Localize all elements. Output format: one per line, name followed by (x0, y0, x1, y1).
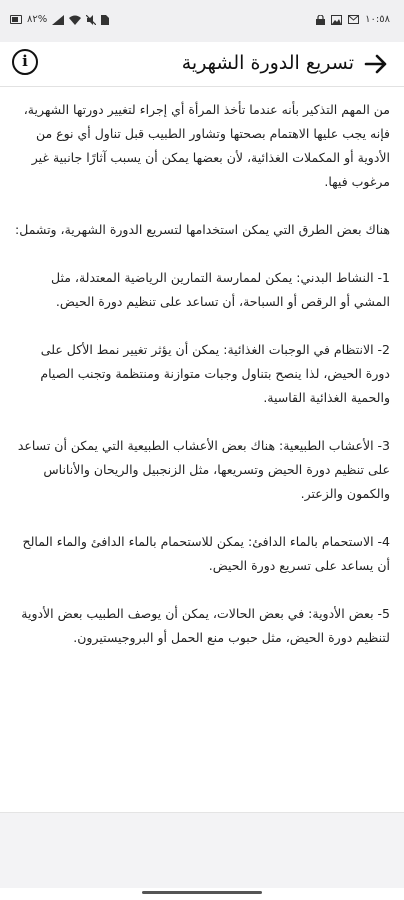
status-right (316, 14, 390, 25)
page-title: تسريع الدورة الشهرية (181, 52, 354, 74)
gallery-icon (331, 15, 342, 25)
article-body (0, 98, 404, 808)
arrow-right-icon[interactable] (362, 50, 390, 78)
bottom-banner-area (0, 812, 404, 889)
status-bar (0, 0, 404, 42)
status-left (10, 14, 109, 25)
signal-icon (52, 15, 64, 25)
info-icon: i (22, 52, 28, 70)
mute-icon (86, 15, 96, 25)
home-indicator[interactable] (142, 891, 262, 894)
wifi-icon (69, 15, 81, 25)
info-button[interactable] (12, 49, 38, 75)
sim-icon (101, 15, 109, 25)
battery-level: ٨٢% (27, 14, 48, 25)
methods-intro-paragraph: هناك بعض الطرق التي يمكن استخدامها لتسريع الدورة الشهرية، وتشمل: (15, 222, 390, 237)
method-physical-activity: 1- النشاط البدني: يمكن لممارسة التمارين الرياضية المعتدلة، مثل المشي أو الرقص أو السباحة، أن تساعد على تنظيم دورة الحيض. (51, 270, 390, 309)
mail-icon (348, 15, 359, 24)
method-medications: 5- بعض الأدوية: في بعض الحالات، يمكن أن يوصف الطبيب بعض الأدوية لتنظيم دورة الحيض، مثل حبوب منع الحمل أو البروجيستيرون. (21, 606, 390, 645)
battery-icon (10, 15, 22, 24)
intro-paragraph: من المهم التذكير بأنه عندما تأخذ المرأة أي إجراء لتغيير دورتها الشهرية، فإنه يجب عليها الاهتمام بصحتها وتشاور الطبيب قبل تناول أي نوع من الأدوية أو المكملات الغذائية، لأن بعضها يمكن أن يسبب آثارًا جانبية غير مرغوب فيها. (23, 102, 390, 189)
method-regular-meals: 2- الانتظام في الوجبات الغذائية: يمكن أن يؤثر تغيير نمط الأكل على دورة الحيض، لذا ينصح بتناول وجبات متوازنة ومنتظمة وتجنب الصيام والحمية الغذائية القاسية. (40, 342, 390, 405)
lock-icon (316, 15, 325, 25)
app-bar (0, 42, 404, 87)
method-natural-herbs: 3- الأعشاب الطبيعية: هناك بعض الأعشاب الطبيعية التي يمكن أن تساعد على تنظيم دورة الحيض وتسريعها، مثل الزنجبيل والريحان والأناناس والكمون والزعتر. (17, 438, 390, 501)
clock: ١٠:٥٨ (365, 14, 390, 25)
navigation-bar (0, 888, 404, 900)
method-warm-bath: 4- الاستحمام بالماء الدافئ: يمكن للاستحمام بالماء الدافئ والماء المالح أن يساعد على تسريع دورة الحيض. (22, 534, 390, 573)
